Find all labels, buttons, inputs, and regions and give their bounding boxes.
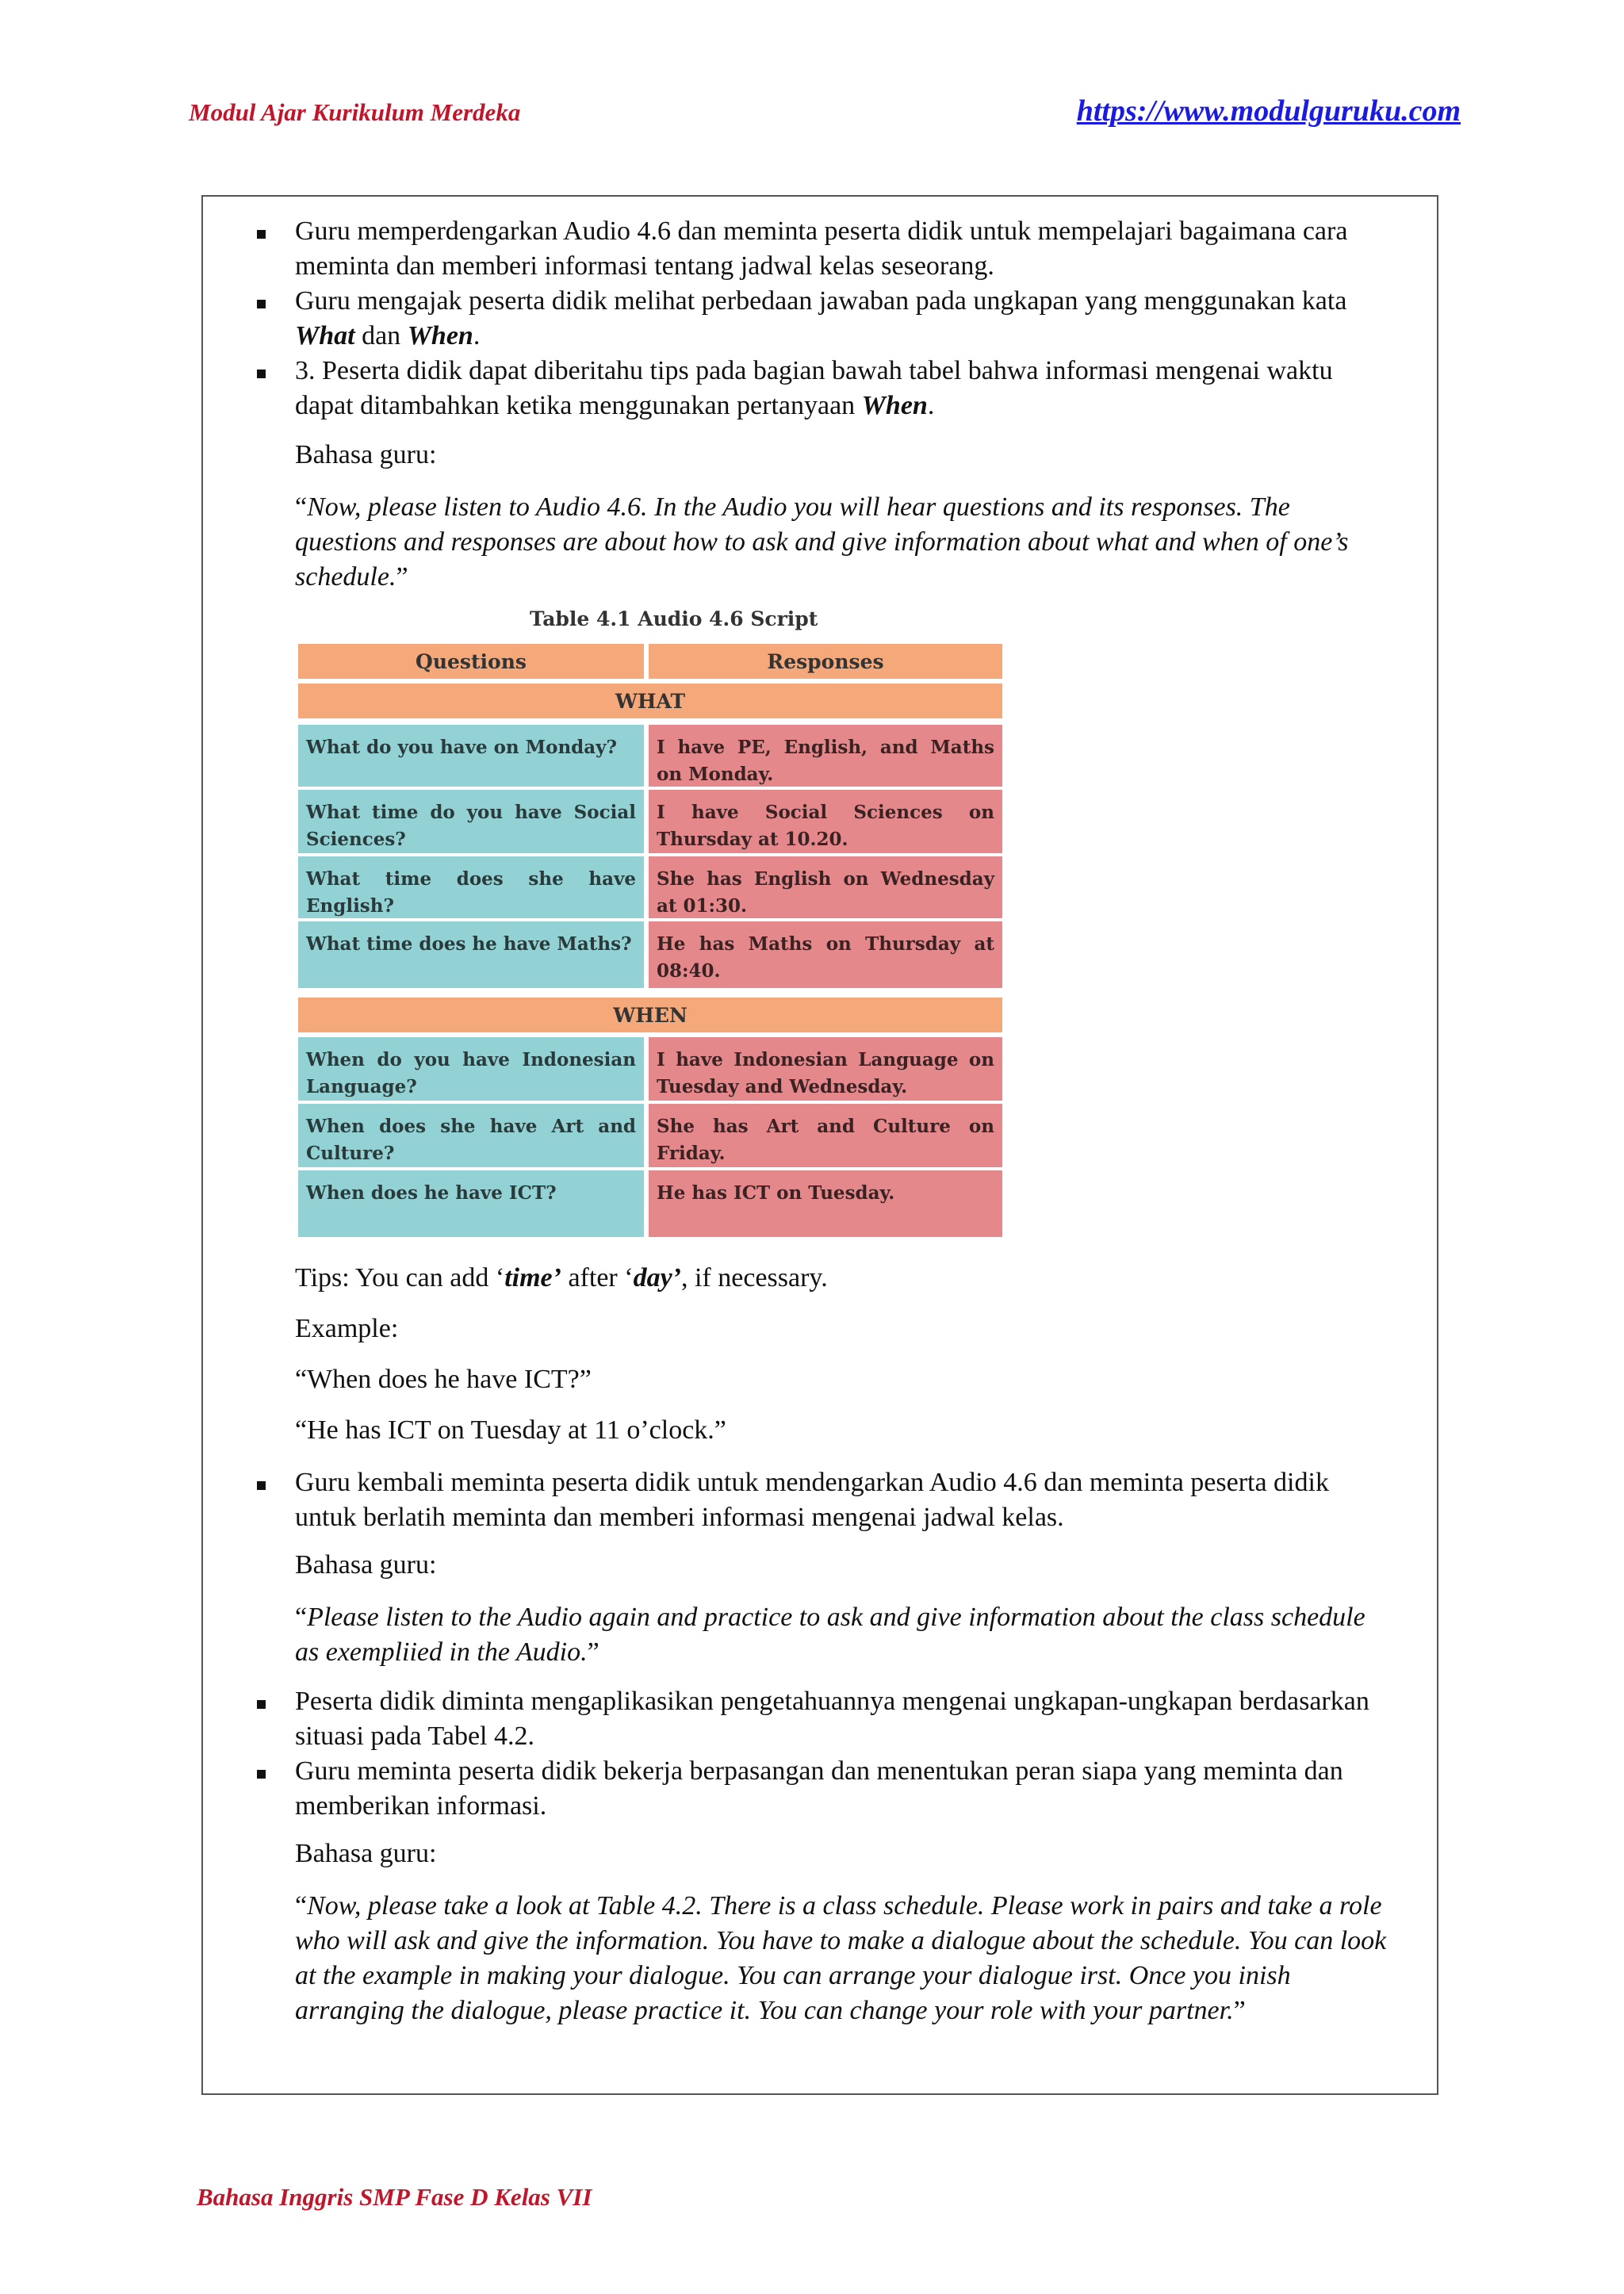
header-website-link[interactable]: https://www.modulguruku.com [1076,94,1461,128]
example-label: Example: [295,1314,399,1343]
table-section-when: WHEN [298,998,1002,1032]
teacher-quote: “Now, please take a look at Table 4.2. There is a class schedule. Please work in pairs and take a role who will ask and give the information. You have to make a dialogue about the schedule. You can look at the example in making your dialogue. You can arrange your dialogue irst. Once you inish arranging the dialogue, please practice it. You can change your role with your partner.” [295,1891,1387,2025]
table-header-responses: Responses [649,644,1002,679]
example-answer: “He has ICT on Tuesday at 11 o’clock.” [295,1415,726,1445]
list-item: Peserta didik diminta mengaplikasikan pengetahuannya mengenai ungkapan-ungkapan berdasarkan situasi pada Tabel 4.2. [295,1687,1369,1751]
table-cell-question: What time does he have Maths? [298,921,644,988]
table-cell-question: When does he have ICT? [298,1170,644,1237]
list-item: Guru mengajak peserta didik melihat perbedaan jawaban pada ungkapan yang menggunakan kata What dan When. [295,286,1347,350]
table-cell-response: I have Indonesian Language on Tuesday and Wednesday. [649,1037,1002,1101]
list-item: Guru memperdengarkan Audio 4.6 dan meminta peserta didik untuk mempelajari bagaimana cara meminta dan memberi informasi tentang jadwal kelas seseorang. [295,216,1348,281]
example-question: “When does he have ICT?” [295,1365,592,1394]
table-cell-question: When do you have Indonesian Language? [298,1037,644,1101]
table-cell-response: He has Maths on Thursday at 08:40. [649,921,1002,988]
footer-title: Bahasa Inggris SMP Fase D Kelas VII [197,2183,592,2211]
list-item: Guru kembali meminta peserta didik untuk mendengarkan Audio 4.6 dan meminta peserta didik untuk berlatih meminta dan memberi informasi mengenai jadwal kelas. [295,1468,1329,1532]
table-cell-response: I have Social Sciences on Thursday at 10.20. [649,790,1002,853]
list-item: 3. Peserta didik dapat diberitahu tips pada bagian bawah tabel bahwa informasi mengenai waktu dapat ditambahkan ketika menggunakan pertanyaan When. [295,356,1333,420]
bahasa-guru-label: Bahasa guru: [295,1550,437,1580]
table-cell-response: He has ICT on Tuesday. [649,1170,1002,1237]
table-cell-response: She has Art and Culture on Friday. [649,1104,1002,1167]
table-cell-question: What time does she have English? [298,856,644,918]
table-cell-question: What do you have on Monday? [298,725,644,787]
bahasa-guru-label: Bahasa guru: [295,1839,437,1868]
teacher-quote: “Please listen to the Audio again and practice to ask and give information about the class schedule as exempliied in the Audio.” [295,1603,1365,1667]
table-title: Table 4.1 Audio 4.6 Script [530,607,818,630]
table-cell-response: I have PE, English, and Maths on Monday. [649,725,1002,787]
table-cell-question: What time do you have Social Sciences? [298,790,644,853]
table-cell-response: She has English on Wednesday at 01:30. [649,856,1002,918]
table-cell-question: When does she have Art and Culture? [298,1104,644,1167]
list-item: Guru meminta peserta didik bekerja berpasangan dan menentukan peran siapa yang meminta dan memberikan informasi. [295,1756,1343,1821]
teacher-quote: “Now, please listen to Audio 4.6. In the Audio you will hear questions and its responses. The questions and responses are about how to ask and give information about what and when of one’s schedule.” [295,492,1349,592]
tips-text: Tips: You can add ‘time’ after ‘day’, if necessary. [295,1263,828,1293]
bahasa-guru-label: Bahasa guru: [295,440,437,469]
table-section-what: WHAT [298,684,1002,718]
header-title: Modul Ajar Kurikulum Merdeka [189,98,521,126]
table-header-questions: Questions [298,644,644,679]
